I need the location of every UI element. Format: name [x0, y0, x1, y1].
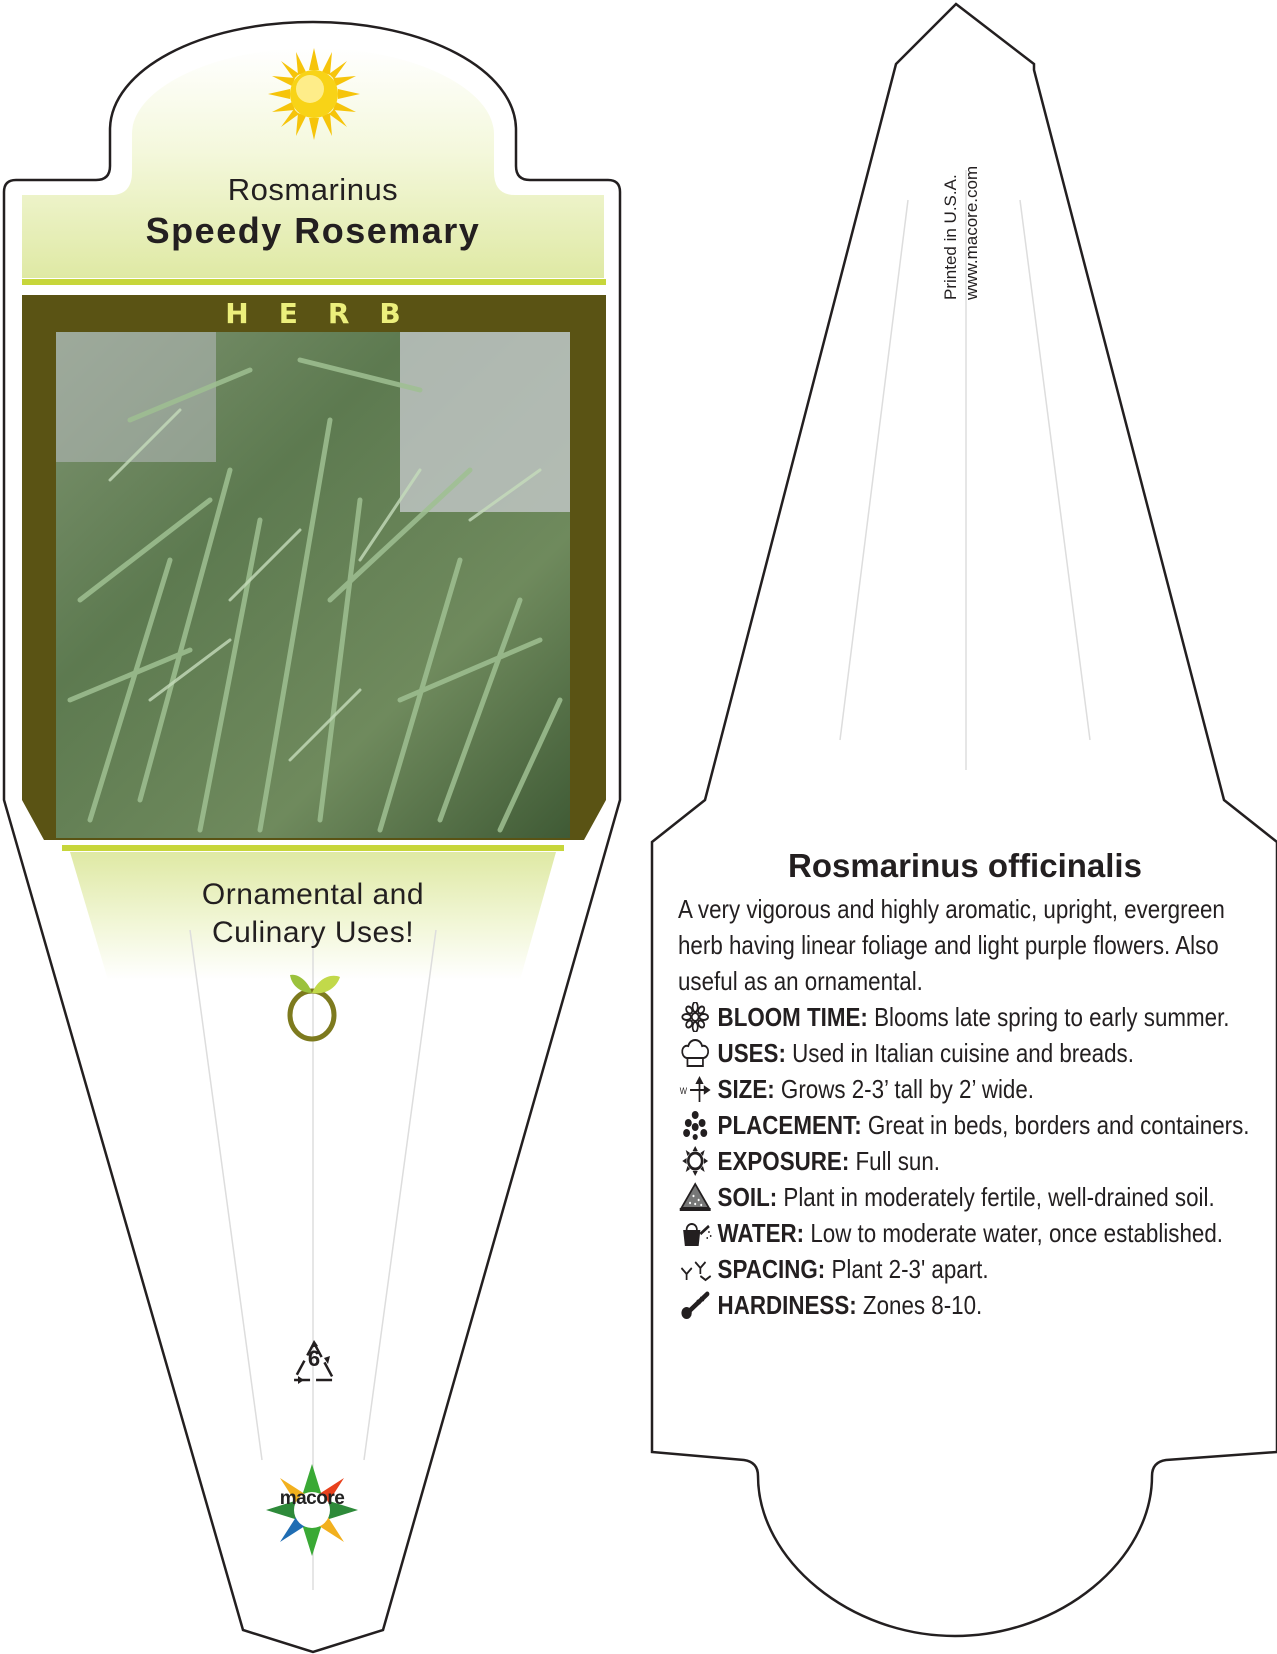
care-label: SPACING:	[717, 1254, 826, 1284]
sun-icon	[268, 48, 360, 140]
care-row-size	[678, 1071, 1256, 1107]
front-lime-rule-top	[22, 279, 606, 285]
placement-icon	[678, 1110, 712, 1140]
recycle-number: 6	[307, 1346, 321, 1371]
care-text: Used in Italian cuisine and breads.	[792, 1038, 1134, 1068]
care-row-soil	[678, 1179, 1256, 1215]
care-text: Low to moderate water, once established.	[810, 1218, 1223, 1248]
plant-description: A very vigorous and highly aromatic, upright, evergreen herb having linear foliage and light purple flowers. Also useful as an ornamental.	[678, 894, 1225, 996]
care-text: Plant in moderately fertile, well-drained soil.	[783, 1182, 1215, 1212]
care-row-spacing	[678, 1251, 1256, 1287]
care-label: HARDINESS:	[717, 1290, 857, 1320]
care-label: SIZE:	[717, 1074, 775, 1104]
chef-hat-icon	[678, 1038, 712, 1068]
print-note	[940, 70, 982, 300]
macore-logo-icon	[262, 1460, 362, 1560]
flower-icon	[678, 1002, 712, 1032]
watering-can-icon	[678, 1218, 712, 1248]
tagline	[120, 876, 506, 952]
botanical-name: Rosmarinus officinalis	[788, 847, 1142, 884]
care-label: BLOOM TIME:	[717, 1002, 868, 1032]
care-label: EXPOSURE:	[717, 1146, 850, 1176]
care-row-placement	[678, 1107, 1256, 1143]
care-text: Grows 2-3’ tall by 2’ wide.	[780, 1074, 1035, 1104]
care-text: Full sun.	[855, 1146, 941, 1176]
sprouting-seed-icon	[282, 967, 346, 1043]
soil-icon	[678, 1182, 712, 1212]
care-text: Zones 8-10.	[862, 1290, 983, 1320]
care-row-water	[678, 1215, 1256, 1251]
print-line-2: www.macore.com	[962, 165, 981, 300]
print-line-1: Printed in U.S.A.	[941, 174, 960, 300]
brand-name: macore	[279, 1488, 345, 1509]
tagline-line-2: Culinary Uses!	[211, 916, 415, 949]
spacing-icon	[678, 1254, 712, 1284]
care-text: Great in beds, borders and containers.	[867, 1110, 1250, 1140]
size-arrows-icon	[678, 1074, 712, 1104]
care-label: USES:	[717, 1038, 786, 1068]
plant-common-name: Speedy Rosemary	[145, 210, 481, 251]
care-row-uses	[678, 1035, 1256, 1071]
plant-category: HERB	[225, 297, 431, 330]
care-label: PLACEMENT:	[717, 1110, 862, 1140]
plant-genus: Rosmarinus	[227, 172, 399, 207]
care-row-bloom-time	[678, 999, 1256, 1035]
care-row-hardiness	[678, 1287, 1256, 1323]
sun-outline-icon	[678, 1146, 712, 1176]
thermometer-icon	[678, 1290, 712, 1320]
care-text: Plant 2-3' apart.	[831, 1254, 989, 1284]
care-row-exposure	[678, 1143, 1256, 1179]
care-label: WATER:	[717, 1218, 805, 1248]
care-text: Blooms late spring to early summer.	[874, 1002, 1230, 1032]
front-lime-rule-bottom	[62, 845, 564, 851]
care-instructions	[678, 891, 1256, 1323]
care-label: SOIL:	[717, 1182, 778, 1212]
tagline-line-1: Ornamental and	[201, 878, 425, 911]
svg-text:W: W	[679, 1085, 688, 1097]
